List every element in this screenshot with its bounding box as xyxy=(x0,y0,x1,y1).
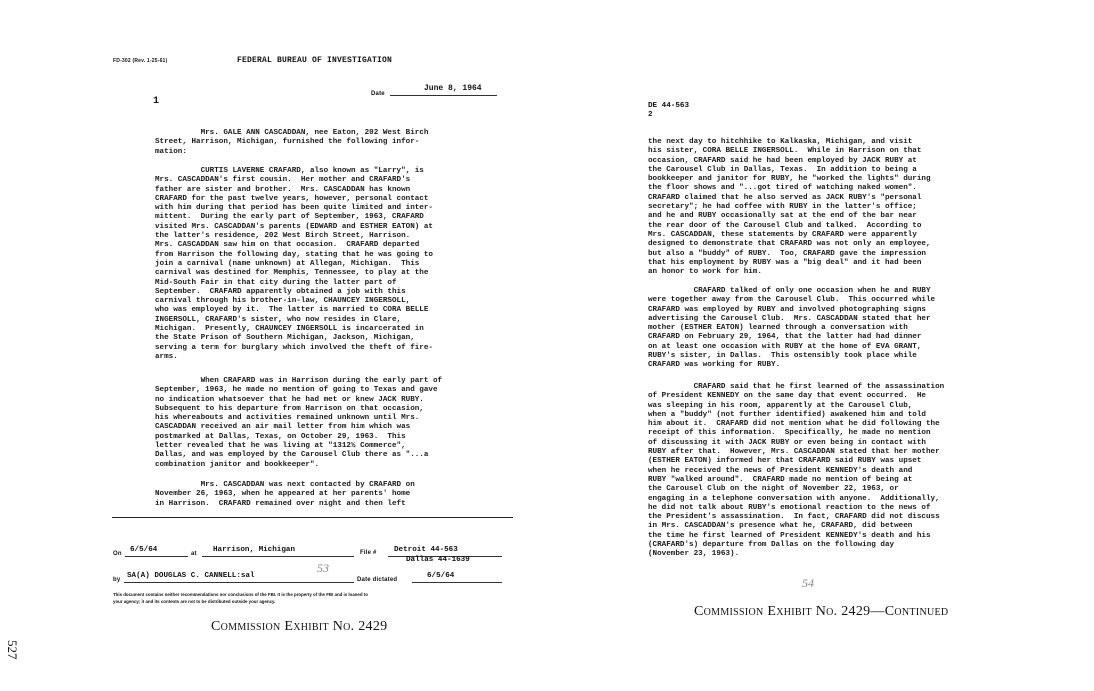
on-label: On xyxy=(113,551,122,557)
at-label: at xyxy=(191,551,197,557)
file-number-2: Dallas 44-1639 xyxy=(406,556,470,564)
form-number: FD-302 (Rev. 1-25-61) xyxy=(113,58,168,64)
paragraph-3: When CRAFARD was in Harrison during the early part of September, 1963, he made no mention of going to Texas and gave no indication whatsoever that he had met or knew JACK RUBY. Subsequent to his departure from Harrison on that occasion, his whereabouts and activities remained unknown until Mrs. CASCADDAN received an air mail letter from him which was postmarked at Dallas, Texas, on October 29, 1963. This letter revealed that he was living at "1312½ Commerce", Dallas, and was employed by the Carousel Club there as "...a combination janitor and bookkeeper". xyxy=(155,377,443,469)
page-number: 1 xyxy=(153,96,160,107)
dictated-underline xyxy=(412,582,502,583)
divider-rule xyxy=(112,517,513,518)
dictated-date: 6/5/64 xyxy=(427,572,455,580)
exhibit-caption-right: Commission Exhibit No. 2429—Continued xyxy=(694,604,949,619)
file-reference: DE 44-563 xyxy=(648,102,690,110)
paragraph-2: CURTIS LAVERNE CRAFARD, also known as "Larry", is Mrs. CASCADDAN's first cousin. Her mother and CRAFARD's father are sister and brother. Mrs. CASCADDAN has known CRAFARD for the past twelve years, however, personal contact with him during that period has been quite limited and inter- mittent. During the early part of September, 1963, CRAFARD visited Mrs. CASCADDAN's parents (EDWARD and ESTHER EATON) at the latter's residence, 202 West Birch Street, Harrison. Mrs. CASCADDAN saw him on that occasion. CRAFARD departed from Harrison the following day, stating that he was going to join a carnival (name unknown) at Allegan, Michigan. This carnival was destined for Memphis, Tennessee, to play at the Mid-South Fair in that city during the latter part of September. CRAFARD apparently obtained a job with this carnival through his brother-in-law, CHAUNCEY INGERSOLL, who was employed by it. The latter is married to CORA BELLE INGERSOLL, CRAFARD's sister, who now resides in Clare, Michigan. Presently, CHAUNCEY INGERSOLL is incarcerated in the State Prison of Southern Michigan, Jackson, Michigan, serving a term for burglary which involved the theft of fire- arms. xyxy=(155,167,433,361)
fbi-notice-line-1: This document contains neither recommendations nor conclusions of the FBI. It is the property of the FBI and is loaned to xyxy=(113,592,368,597)
handwritten-page-mark-2: 54 xyxy=(802,576,814,590)
side-page-number: 527 xyxy=(5,640,20,660)
fbi-notice-line-2: your agency; it and its contents are not to be distributed outside your agency. xyxy=(113,599,276,604)
on-underline xyxy=(125,556,188,557)
paragraph-7: CRAFARD said that he first learned of the assassination of President KENNEDY on the same day that event occurred. He was sleeping in his room, apparently at the Carousel Club, when a "buddy" (not further identified) awakened him and told him about it. CRAFARD did not mention what he did following the receipt of this information. Specifically, he made no mention of discussing it with JACK RUBY or even being in contact with RUBY after that. However, Mrs. CASCADDAN stated that her mother (ESTHER EATON) informed her that CRAFARD said RUBY was upset when he received the news of President KENNEDY's death and RUBY "walked around". CRAFARD made no mention of being at the Carousel Club on the night of November 22, 1963, or engaging in a telephone conversation with anyone. Additionally, he did not talk about RUBY's emotional reaction to the news of the President's assassination. In fact, CRAFARD did not discuss in Mrs. CASCADDAN's presence what he, CRAFARD, did between the time he first learned of President KENNEDY's death and his (CRAFARD's) departure from Dallas on the following day (November 23, 1963). xyxy=(648,383,945,559)
at-underline xyxy=(202,556,354,557)
handwritten-page-mark: 53 xyxy=(317,561,329,575)
date-underline xyxy=(390,95,497,96)
file-number-1: Detroit 44-563 xyxy=(394,546,458,554)
page-number-2: 2 xyxy=(648,111,653,119)
agent-name: SA(A) DOUGLAS C. CANNELL:sal xyxy=(127,572,255,580)
report-date: June 8, 1964 xyxy=(424,84,482,93)
interview-date: 6/5/64 xyxy=(130,546,158,554)
paragraph-6: CRAFARD talked of only one occasion when he and RUBY were together away from the Carousel Club. This occurred while CRAFARD was employed by RUBY and involved photographing signs advertising the Carousel Club. Mrs. CASCADDAN stated that her mother (ESTHER EATON) learned through a conversation with CRAFARD on February 29, 1964, that the latter had had dinner on at least one occasion with RUBY at the home of EVA GRANT, RUBY's sister, in Dallas. This ostensibly took place while CRAFARD was working for RUBY. xyxy=(648,287,936,370)
paragraph-5: the next day to hitchhike to Kalkaska, Michigan, and visit his sister, CORA BELLE INGERSOLL. While in Harrison on that occasion, CRAFARD said he had been employed by JACK RUBY at the Carousel Club in Dallas, Texas. In addition to being a bookkeeper and janitor for RUBY, he "worked the lights" during the floor shows and "...got tired of watching naked women". CRAFARD claimed that he also served as JACK RUBY's "personal secretary"; he had coffee with RUBY in the latter's office; and he and RUBY occasionally sat at the end of the bar near the rear door of the Carousel Club and talked. According to Mrs. CASCADDAN, these statements by CRAFARD were apparently designed to demonstrate that CRAFARD was not only an employee, but also a "buddy" of RUBY. Too, CRAFARD gave the impression that his employment by RUBY was a "big deal" and it had been an honor to work for him. xyxy=(648,138,931,277)
by-label: by xyxy=(113,577,121,583)
by-underline xyxy=(124,582,354,583)
date-label: Date xyxy=(371,91,385,97)
agency-header: FEDERAL BUREAU OF INVESTIGATION xyxy=(237,56,393,65)
paragraph-1: Mrs. GALE ANN CASCADDAN, nee Eaton, 202 West Birch Street, Harrison, Michigan, furnished the following infor- mation: xyxy=(155,129,429,156)
exhibit-caption-left: Commission Exhibit No. 2429 xyxy=(211,619,388,634)
interview-location: Harrison, Michigan xyxy=(213,546,296,554)
file-label: File # xyxy=(360,550,377,556)
dictated-label: Date dictated xyxy=(357,577,398,583)
paragraph-4: Mrs. CASCADDAN was next contacted by CRAFARD on November 26, 1963, when he appeared at her parents' home in Harrison. CRAFARD remained over night and then left xyxy=(155,481,415,508)
